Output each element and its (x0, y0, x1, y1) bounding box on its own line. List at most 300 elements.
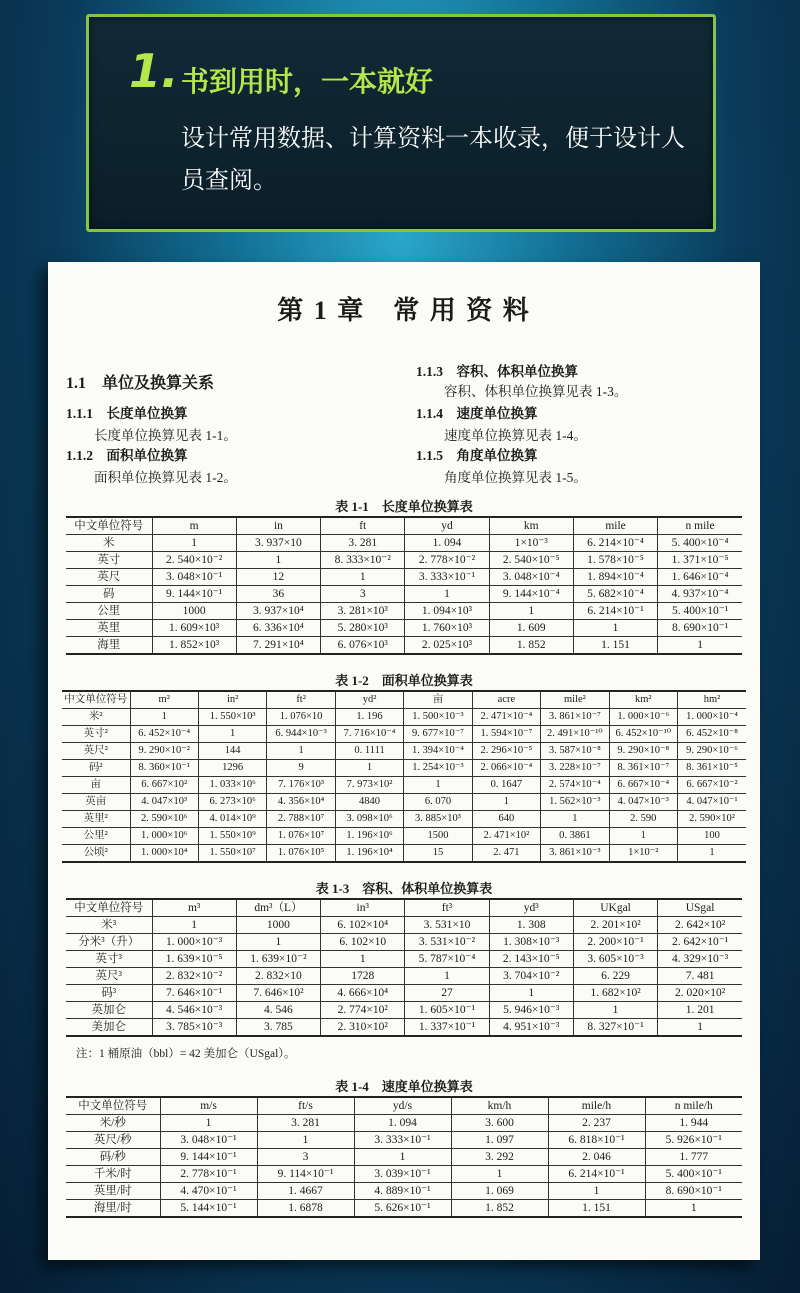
subsection-heading: 1.1.5 角度单位换算 (416, 448, 538, 463)
table-cell: 1. 594×10⁻⁷ (472, 726, 540, 743)
table-cell: 1 (257, 1132, 354, 1149)
table-row (66, 917, 742, 934)
table-cell: 1 (404, 777, 472, 794)
table-cell: 1 (236, 934, 320, 951)
table-cell: 1. 852 (451, 1200, 548, 1218)
table-cell: 9. 144×10⁻¹ (152, 586, 236, 603)
table-cell: 1×10⁻³ (489, 535, 573, 552)
column-header: n mile (658, 517, 742, 535)
table-cell: 1 (573, 620, 657, 637)
table-note: 注：1 桶原油（bbl）= 42 美加仑（USgal）。 (76, 1048, 296, 1060)
table-cell: 1. 069 (451, 1183, 548, 1200)
table-cell: 1000 (152, 603, 236, 620)
column-header: dm³（L） (236, 899, 320, 917)
table-cell: 2. 046 (548, 1149, 645, 1166)
table-cell: 3. 861×10⁻³ (541, 845, 609, 863)
table-cell: 1 (645, 1200, 742, 1218)
table-cell: 1. 201 (658, 1002, 742, 1019)
table-cell: 1. 6878 (257, 1200, 354, 1218)
row-unit-label: 海里/时 (66, 1200, 160, 1218)
table-row (66, 620, 742, 637)
table-row (66, 1002, 742, 1019)
row-unit-label: 英加仑 (66, 1002, 152, 1019)
table-row (66, 535, 742, 552)
table-cell: 3. 048×10⁻⁴ (489, 569, 573, 586)
row-unit-label: 英里/时 (66, 1183, 160, 1200)
column-header: km (489, 517, 573, 535)
table-cell: 2. 471×10² (472, 828, 540, 845)
table-cell: 3. 885×10³ (404, 811, 472, 828)
table-cell: 1. 852×10³ (152, 637, 236, 655)
table-cell: 2. 642×10⁻¹ (658, 934, 742, 951)
table-cell: 4. 047×10⁻¹ (678, 794, 747, 811)
table-cell: 7. 646×10² (236, 985, 320, 1002)
table-cell: 6. 214×10⁻¹ (573, 603, 657, 620)
row-unit-label: 亩 (62, 777, 130, 794)
table-cell: 6. 102×10 (321, 934, 405, 951)
table-cell: 5. 400×10⁻¹ (658, 603, 742, 620)
row-unit-label: 公顷² (62, 845, 130, 863)
table-cell: 1. 000×10⁻⁶ (609, 709, 677, 726)
table-cell: 6. 944×10⁻³ (267, 726, 335, 743)
table-cell: 3. 333×10⁻¹ (405, 569, 489, 586)
table-cell: 1. 944 (645, 1115, 742, 1132)
row-unit-label: 英里² (62, 811, 130, 828)
table-cell: 1. 550×10⁹ (198, 828, 266, 845)
table-cell: 4. 014×10⁹ (198, 811, 266, 828)
column-header: mile/h (548, 1097, 645, 1115)
table-cell: 1 (335, 760, 403, 777)
table-cell: 2. 237 (548, 1115, 645, 1132)
subsection-heading: 1.1.2 面积单位换算 (66, 448, 188, 463)
table-cell: 1000 (236, 917, 320, 934)
table-cell: 3. 281 (257, 1115, 354, 1132)
table-row (66, 1166, 742, 1183)
table-cell: 36 (236, 586, 320, 603)
table-cell: 4. 047×10³ (130, 794, 198, 811)
table-cell: 5. 400×10⁻¹ (645, 1166, 742, 1183)
column-header: mile² (541, 691, 609, 709)
table-cell: 1. 609×10³ (152, 620, 236, 637)
table-cell: 1. 076×10⁵ (267, 845, 335, 863)
table-cell: 9. 114×10⁻¹ (257, 1166, 354, 1183)
table-cell: 1. 196×10⁴ (335, 845, 403, 863)
table-cell: 1. 076×10⁷ (267, 828, 335, 845)
row-unit-label: 英寸² (62, 726, 130, 743)
column-header: ft² (267, 691, 335, 709)
table-cell: 1. 254×10⁻³ (404, 760, 472, 777)
table-cell: 2. 020×10² (658, 985, 742, 1002)
table-cell: 3. 292 (451, 1149, 548, 1166)
table-cell: 2. 200×10⁻¹ (573, 934, 657, 951)
table-cell: 100 (678, 828, 747, 845)
table-cell: 6. 070 (404, 794, 472, 811)
table-cell: 1. 852 (489, 637, 573, 655)
table-cell: 1. 094×10³ (405, 603, 489, 620)
column-header: 亩 (404, 691, 472, 709)
table-cell: 1. 196×10⁶ (335, 828, 403, 845)
table-cell: 2. 590×10² (678, 811, 747, 828)
table-cell: 2. 201×10² (573, 917, 657, 934)
column-header: m³ (152, 899, 236, 917)
table-cell: 2. 778×10⁻¹ (160, 1166, 257, 1183)
table-row (62, 777, 746, 794)
table-cell: 1 (152, 917, 236, 934)
table-cell: 1. 076×10 (267, 709, 335, 726)
table-cell: 1 (267, 743, 335, 760)
subsection-heading: 1.1.1 长度单位换算 (66, 406, 188, 421)
table-cell: 2. 471 (472, 845, 540, 863)
table-cell: 4. 470×10⁻¹ (160, 1183, 257, 1200)
column-header: mile (573, 517, 657, 535)
row-unit-label: 码³ (66, 985, 152, 1002)
table-cell: 1 (609, 828, 677, 845)
table-cell: 5. 144×10⁻¹ (160, 1200, 257, 1218)
table-cell: 1 (198, 726, 266, 743)
table-cell: 3. 937×10 (236, 535, 320, 552)
table-cell: 2. 788×10⁷ (267, 811, 335, 828)
table-cell: 2. 590 (609, 811, 677, 828)
table-cell: 3. 048×10⁻¹ (152, 569, 236, 586)
table-cell: 8. 690×10⁻¹ (645, 1183, 742, 1200)
table-cell: 9 (267, 760, 335, 777)
table-cell: 1. 394×10⁻⁴ (404, 743, 472, 760)
table-cell: 2. 310×10² (321, 1019, 405, 1037)
table-caption: 表 1-1 长度单位换算表 (335, 499, 473, 514)
table-cell: 1 (405, 968, 489, 985)
row-unit-label: 英尺/秒 (66, 1132, 160, 1149)
row-unit-label: 美加仑 (66, 1019, 152, 1037)
table-cell: 7. 291×10⁴ (236, 637, 320, 655)
table-cell: 1728 (321, 968, 405, 985)
table-cell: 4. 356×10⁴ (267, 794, 335, 811)
table-cell: 1. 094 (354, 1115, 451, 1132)
table-cell: 12 (236, 569, 320, 586)
table-cell: 2. 832×10 (236, 968, 320, 985)
column-header: yd³ (489, 899, 573, 917)
table-cell: 2. 574×10⁻⁴ (541, 777, 609, 794)
row-unit-label: 码/秒 (66, 1149, 160, 1166)
table-cell: 3. 098×10⁶ (335, 811, 403, 828)
table-cell: 1. 000×10⁻⁴ (678, 709, 747, 726)
table-row (66, 1200, 742, 1218)
column-header: ft/s (257, 1097, 354, 1115)
column-header: in³ (321, 899, 405, 917)
table-cell: 1. 033×10⁶ (198, 777, 266, 794)
column-header: acre (472, 691, 540, 709)
table-cell: 1 (321, 951, 405, 968)
table-row (62, 743, 746, 760)
table-cell: 8. 361×10⁻⁵ (678, 760, 747, 777)
table-cell: 640 (472, 811, 540, 828)
table-cell: 3. 281 (321, 535, 405, 552)
table-cell: 1. 196 (335, 709, 403, 726)
column-header: 中文单位符号 (66, 517, 152, 535)
table-cell: 1. 094 (405, 535, 489, 552)
table-header-row (66, 517, 742, 535)
table-cell: 3. 605×10⁻³ (573, 951, 657, 968)
table-cell: 1. 000×10⁴ (130, 845, 198, 863)
table-cell: 1 (152, 535, 236, 552)
row-unit-label: 英尺 (66, 569, 152, 586)
table-row (62, 845, 746, 863)
table-cell: 3 (257, 1149, 354, 1166)
column-header: ft³ (405, 899, 489, 917)
table-row (66, 1149, 742, 1166)
table-row (62, 794, 746, 811)
table-cell: 2. 590×10⁶ (130, 811, 198, 828)
area-conversion-table (62, 690, 746, 863)
table-cell: 1 (548, 1183, 645, 1200)
column-header: UKgal (573, 899, 657, 917)
table-row (66, 603, 742, 620)
table-cell: 2. 774×10² (321, 1002, 405, 1019)
table-cell: 3 (321, 586, 405, 603)
table-cell: 5. 682×10⁻⁴ (573, 586, 657, 603)
table-cell: 5. 787×10⁻⁴ (405, 951, 489, 968)
table-cell: 9. 290×10⁻² (130, 743, 198, 760)
table-row (66, 934, 742, 951)
column-header: km² (609, 691, 677, 709)
table-header-row (66, 1097, 742, 1115)
table-cell: 1. 4667 (257, 1183, 354, 1200)
subsection-heading: 1.1.3 容积、体积单位换算 (416, 364, 578, 379)
table-cell: 15 (404, 845, 472, 863)
table-cell: 3. 861×10⁻⁷ (541, 709, 609, 726)
subsection-text: 速度单位换算见表 1-4。 (444, 428, 587, 443)
table-cell: 1 (160, 1115, 257, 1132)
column-header: m (152, 517, 236, 535)
table-cell: 1×10⁻² (609, 845, 677, 863)
table-cell: 1. 605×10⁻¹ (405, 1002, 489, 1019)
table-cell: 3. 333×10⁻¹ (354, 1132, 451, 1149)
table-row (62, 726, 746, 743)
table-cell: 0. 1111 (335, 743, 403, 760)
column-header: 中文单位符号 (62, 691, 130, 709)
table-cell: 4. 666×10⁴ (321, 985, 405, 1002)
table-cell: 1. 578×10⁻⁵ (573, 552, 657, 569)
table-cell: 2. 832×10⁻² (152, 968, 236, 985)
table-cell: 5. 926×10⁻¹ (645, 1132, 742, 1149)
subsection-heading: 1.1.4 速度单位换算 (416, 406, 538, 421)
table-row (66, 968, 742, 985)
table-row (66, 985, 742, 1002)
column-header: 中文单位符号 (66, 899, 152, 917)
table-cell: 1 (321, 569, 405, 586)
row-unit-label: 海里 (66, 637, 152, 655)
row-unit-label: 米³ (66, 917, 152, 934)
column-header: yd (405, 517, 489, 535)
table-cell: 2. 066×10⁻⁴ (472, 760, 540, 777)
row-unit-label: 码² (62, 760, 130, 777)
table-caption: 表 1-3 容积、体积单位换算表 (315, 881, 493, 896)
table-row (66, 1132, 742, 1149)
table-row (66, 569, 742, 586)
table-cell: 3. 039×10⁻¹ (354, 1166, 451, 1183)
table-cell: 6. 273×10⁶ (198, 794, 266, 811)
table-cell: 2. 296×10⁻⁵ (472, 743, 540, 760)
table-cell: 3. 704×10⁻² (489, 968, 573, 985)
table-cell: 1. 894×10⁻⁴ (573, 569, 657, 586)
table-cell: 1. 609 (489, 620, 573, 637)
table-cell: 1 (573, 1002, 657, 1019)
row-unit-label: 英尺³ (66, 968, 152, 985)
table-cell: 6. 667×10² (130, 777, 198, 794)
table-cell: 3. 281×10³ (321, 603, 405, 620)
column-header: 中文单位符号 (66, 1097, 160, 1115)
table-cell: 3. 048×10⁻¹ (160, 1132, 257, 1149)
table-cell: 9. 290×10⁻⁸ (609, 743, 677, 760)
column-header: hm² (678, 691, 747, 709)
speed-conversion-table (66, 1096, 742, 1218)
row-unit-label: 英寸³ (66, 951, 152, 968)
table-cell: 1 (541, 811, 609, 828)
table-cell: 6. 452×10⁻¹⁰ (609, 726, 677, 743)
table-cell: 6. 452×10⁻⁴ (130, 726, 198, 743)
table-cell: 1. 682×10² (573, 985, 657, 1002)
subsection-text: 角度单位换算见表 1-5。 (444, 470, 587, 485)
row-unit-label: 米/秒 (66, 1115, 160, 1132)
volume-conversion-table (66, 898, 742, 1037)
table-cell: 2. 471×10⁻⁴ (472, 709, 540, 726)
column-header: m/s (160, 1097, 257, 1115)
column-header: yd/s (354, 1097, 451, 1115)
chapter-title: 第 1 章 常 用 资 料 (277, 296, 531, 325)
feature-heading: 书到用时，一本就好 (181, 65, 434, 98)
row-unit-label: 米² (62, 709, 130, 726)
table-cell: 1. 308 (489, 917, 573, 934)
table-cell: 2. 540×10⁻⁵ (489, 552, 573, 569)
table-cell: 5. 400×10⁻⁴ (658, 535, 742, 552)
subsection-text: 长度单位换算见表 1-1。 (94, 428, 237, 443)
table-cell: 1. 639×10⁻⁵ (152, 951, 236, 968)
table-cell: 2. 540×10⁻² (152, 552, 236, 569)
table-cell: 8. 327×10⁻¹ (573, 1019, 657, 1037)
table-cell: 4. 937×10⁻⁴ (658, 586, 742, 603)
table-header-row (62, 691, 746, 709)
table-cell: 1. 562×10⁻³ (541, 794, 609, 811)
table-cell: 1. 500×10⁻³ (404, 709, 472, 726)
table-cell: 1. 308×10⁻³ (489, 934, 573, 951)
table-cell: 1 (405, 586, 489, 603)
table-cell: 1 (354, 1149, 451, 1166)
row-unit-label: 米 (66, 535, 152, 552)
table-cell: 1296 (198, 760, 266, 777)
table-cell: 1 (489, 985, 573, 1002)
table-cell: 6. 667×10⁻⁴ (609, 777, 677, 794)
table-row (66, 951, 742, 968)
table-cell: 1 (236, 552, 320, 569)
table-caption: 表 1-4 速度单位换算表 (335, 1079, 473, 1094)
table-cell: 6. 818×10⁻¹ (548, 1132, 645, 1149)
table-cell: 3. 587×10⁻⁸ (541, 743, 609, 760)
row-unit-label: 码 (66, 586, 152, 603)
column-header: in (236, 517, 320, 535)
table-cell: 4. 546×10⁻³ (152, 1002, 236, 1019)
table-cell: 6. 076×10³ (321, 637, 405, 655)
table-cell: 1. 337×10⁻¹ (405, 1019, 489, 1037)
table-cell: 1. 000×10⁶ (130, 828, 198, 845)
table-cell: 1 (130, 709, 198, 726)
table-row (66, 1115, 742, 1132)
table-cell: 1 (678, 845, 747, 863)
table-cell: 3. 531×10⁻² (405, 934, 489, 951)
table-row (66, 586, 742, 603)
table-caption: 表 1-2 面积单位换算表 (335, 673, 473, 688)
table-row (62, 709, 746, 726)
section-heading: 1.1 单位及换算关系 (66, 375, 215, 392)
length-conversion-table (66, 516, 742, 655)
table-row (62, 828, 746, 845)
table-cell: 3. 600 (451, 1115, 548, 1132)
subsection-text: 容积、体积单位换算见表 1-3。 (444, 384, 628, 399)
table-cell: 7. 481 (658, 968, 742, 985)
row-unit-label: 千米/时 (66, 1166, 160, 1183)
table-row (62, 760, 746, 777)
table-cell: 3. 228×10⁻⁷ (541, 760, 609, 777)
table-cell: 6. 336×10⁴ (236, 620, 320, 637)
column-header: in² (198, 691, 266, 709)
table-row (66, 637, 742, 655)
table-cell: 9. 677×10⁻⁷ (404, 726, 472, 743)
feature-description: 设计常用数据、计算资料一本收录，便于设计人员查阅。 (181, 124, 685, 194)
table-cell: 5. 946×10⁻³ (489, 1002, 573, 1019)
table-cell: 6. 214×10⁻¹ (548, 1166, 645, 1183)
row-unit-label: 公里² (62, 828, 130, 845)
table-cell: 9. 144×10⁻⁴ (489, 586, 573, 603)
table-cell: 1 (489, 603, 573, 620)
table-header-row (66, 899, 742, 917)
table-cell: 9. 290×10⁻⁶ (678, 743, 747, 760)
subsection-text: 面积单位换算见表 1-2。 (94, 470, 237, 485)
table-cell: 6. 667×10⁻² (678, 777, 747, 794)
feature-number: 1. (129, 44, 179, 98)
table-cell: 7. 973×10² (335, 777, 403, 794)
row-unit-label: 分米³（升） (66, 934, 152, 951)
table-cell: 6. 229 (573, 968, 657, 985)
table-row (62, 811, 746, 828)
table-cell: 3. 937×10⁴ (236, 603, 320, 620)
table-cell: 27 (405, 985, 489, 1002)
table-cell: 2. 778×10⁻² (405, 552, 489, 569)
table-cell: 144 (198, 743, 266, 760)
table-cell: 4. 546 (236, 1002, 320, 1019)
table-cell: 1. 760×10³ (405, 620, 489, 637)
table-cell: 4. 951×10⁻³ (489, 1019, 573, 1037)
table-cell: 1. 646×10⁻⁴ (658, 569, 742, 586)
table-row (66, 1019, 742, 1037)
table-cell: 2. 642×10² (658, 917, 742, 934)
table-cell: 2. 025×10³ (405, 637, 489, 655)
table-cell: 1 (472, 794, 540, 811)
table-cell: 1 (451, 1166, 548, 1183)
table-cell: 5. 626×10⁻¹ (354, 1200, 451, 1218)
table-cell: 4. 329×10⁻³ (658, 951, 742, 968)
table-cell: 4840 (335, 794, 403, 811)
feature-banner (86, 14, 716, 232)
table-cell: 6. 102×10⁴ (321, 917, 405, 934)
table-cell: 8. 360×10⁻¹ (130, 760, 198, 777)
table-cell: 7. 716×10⁻⁴ (335, 726, 403, 743)
table-cell: 2. 143×10⁻⁵ (489, 951, 573, 968)
column-header: ft (321, 517, 405, 535)
column-header: yd² (335, 691, 403, 709)
table-cell: 6. 452×10⁻⁸ (678, 726, 747, 743)
table-cell: 6. 214×10⁻⁴ (573, 535, 657, 552)
table-cell: 1. 371×10⁻⁵ (658, 552, 742, 569)
table-row (66, 552, 742, 569)
table-cell: 7. 646×10⁻¹ (152, 985, 236, 1002)
